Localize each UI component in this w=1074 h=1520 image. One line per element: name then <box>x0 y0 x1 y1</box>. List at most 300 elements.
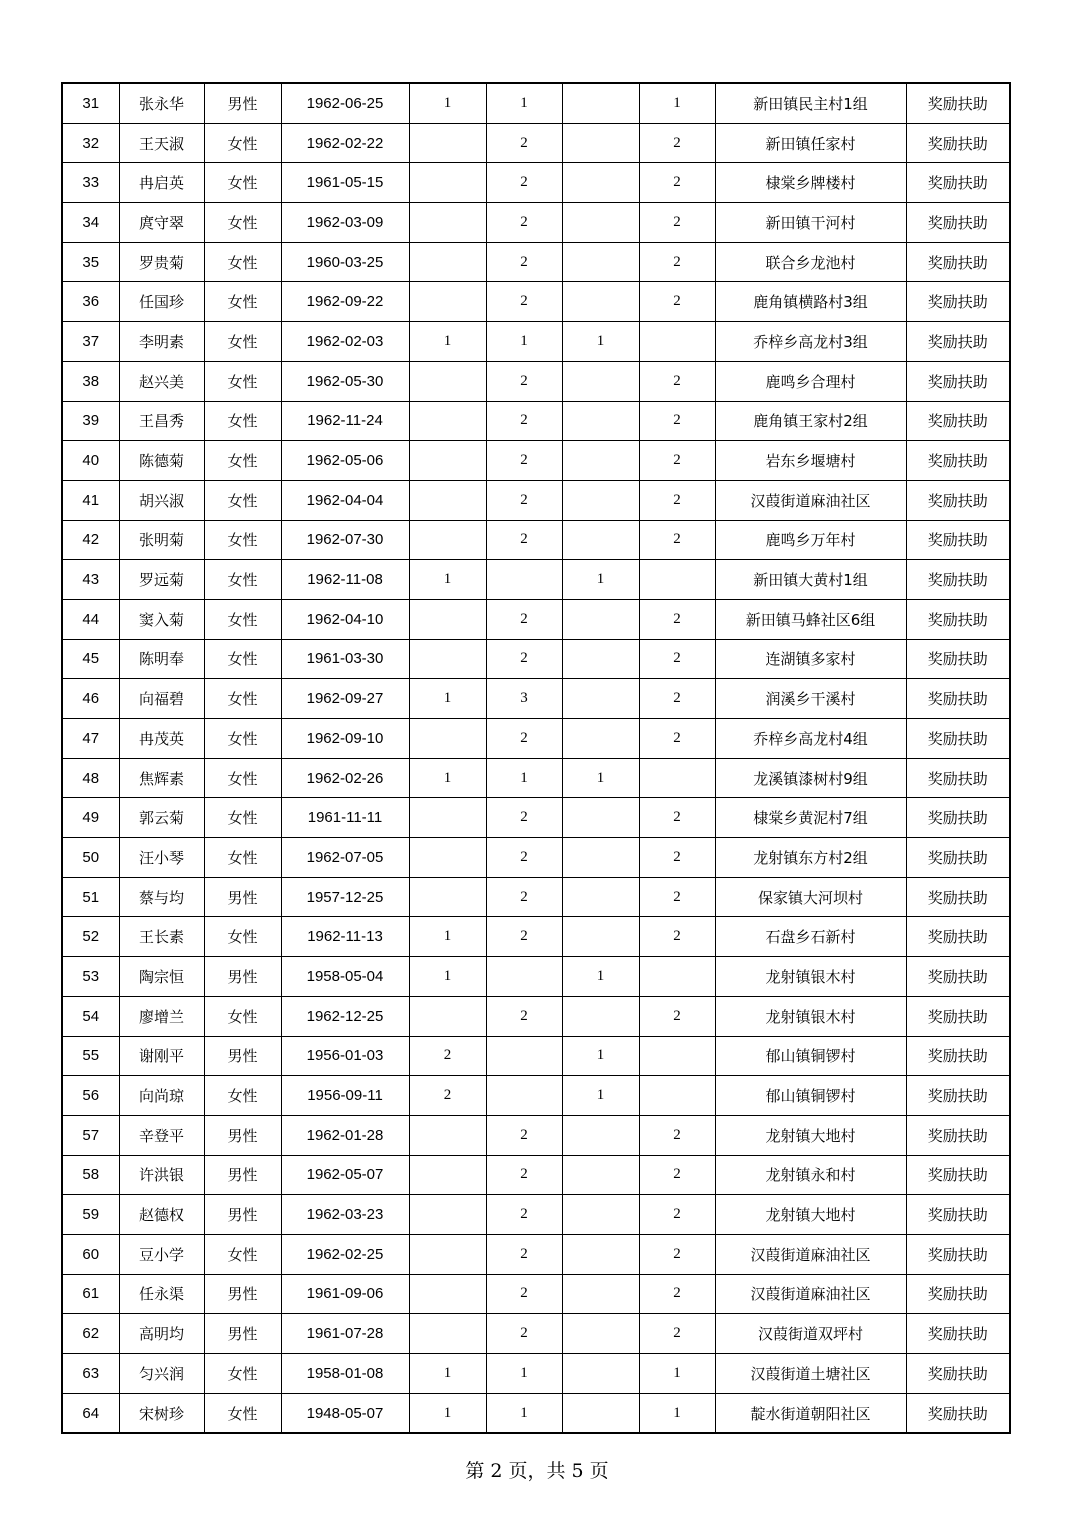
person-name-cell: 胡兴淑 <box>119 480 204 520</box>
aid-type-cell: 奖励扶助 <box>906 758 1010 798</box>
birth-date-cell: 1948-05-07 <box>281 1393 409 1433</box>
birth-date-cell: 1962-11-08 <box>281 560 409 600</box>
person-name-cell: 张永华 <box>119 83 204 123</box>
aid-type-cell: 奖励扶助 <box>906 1354 1010 1394</box>
count-col-4-cell: 2 <box>639 1115 715 1155</box>
birth-date-cell: 1961-07-28 <box>281 1314 409 1354</box>
count-col-2-cell: 2 <box>486 242 562 282</box>
row-index-cell: 64 <box>62 1393 119 1433</box>
table-row <box>62 1354 1010 1394</box>
person-name-cell: 汪小琴 <box>119 838 204 878</box>
person-name-cell: 向尚琼 <box>119 1076 204 1116</box>
count-col-2-cell <box>486 1076 562 1116</box>
table-row <box>62 877 1010 917</box>
beneficiary-table <box>61 82 1011 1434</box>
row-index-cell: 51 <box>62 877 119 917</box>
count-col-1-cell: 1 <box>409 1393 486 1433</box>
gender-cell: 女性 <box>204 1076 281 1116</box>
address-cell: 联合乡龙池村 <box>715 242 906 282</box>
aid-type-cell: 奖励扶助 <box>906 401 1010 441</box>
count-col-1-cell <box>409 282 486 322</box>
count-col-2-cell: 2 <box>486 1234 562 1274</box>
aid-type-cell: 奖励扶助 <box>906 480 1010 520</box>
table-row <box>62 480 1010 520</box>
address-cell: 龙射镇东方村2组 <box>715 838 906 878</box>
count-col-4-cell: 2 <box>639 639 715 679</box>
aid-type-cell: 奖励扶助 <box>906 877 1010 917</box>
count-col-3-cell <box>562 679 639 719</box>
count-col-1-cell <box>409 123 486 163</box>
row-index-cell: 39 <box>62 401 119 441</box>
count-col-3-cell <box>562 1314 639 1354</box>
row-index-cell: 38 <box>62 361 119 401</box>
count-col-3-cell <box>562 242 639 282</box>
address-cell: 龙射镇银木村 <box>715 957 906 997</box>
count-col-4-cell: 2 <box>639 877 715 917</box>
birth-date-cell: 1962-11-24 <box>281 401 409 441</box>
birth-date-cell: 1962-07-30 <box>281 520 409 560</box>
birth-date-cell: 1962-07-05 <box>281 838 409 878</box>
aid-type-cell: 奖励扶助 <box>906 560 1010 600</box>
count-col-2-cell: 1 <box>486 322 562 362</box>
row-index-cell: 59 <box>62 1195 119 1235</box>
address-cell: 连湖镇多家村 <box>715 639 906 679</box>
birth-date-cell: 1956-01-03 <box>281 1036 409 1076</box>
count-col-4-cell: 2 <box>639 1155 715 1195</box>
address-cell: 新田镇干河村 <box>715 203 906 243</box>
birth-date-cell: 1962-05-30 <box>281 361 409 401</box>
birth-date-cell: 1961-09-06 <box>281 1274 409 1314</box>
row-index-cell: 37 <box>62 322 119 362</box>
count-col-4-cell: 2 <box>639 1314 715 1354</box>
count-col-4-cell <box>639 1076 715 1116</box>
table-row <box>62 758 1010 798</box>
person-name-cell: 任永渠 <box>119 1274 204 1314</box>
count-col-2-cell: 1 <box>486 83 562 123</box>
aid-type-cell: 奖励扶助 <box>906 282 1010 322</box>
gender-cell: 女性 <box>204 719 281 759</box>
address-cell: 润溪乡干溪村 <box>715 679 906 719</box>
person-name-cell: 向福碧 <box>119 679 204 719</box>
count-col-4-cell: 2 <box>639 1195 715 1235</box>
aid-type-cell: 奖励扶助 <box>906 798 1010 838</box>
count-col-1-cell <box>409 441 486 481</box>
row-index-cell: 35 <box>62 242 119 282</box>
birth-date-cell: 1962-09-22 <box>281 282 409 322</box>
address-cell: 龙射镇大地村 <box>715 1115 906 1155</box>
address-cell: 靛水街道朝阳社区 <box>715 1393 906 1433</box>
birth-date-cell: 1962-03-23 <box>281 1195 409 1235</box>
count-col-3-cell: 1 <box>562 957 639 997</box>
aid-type-cell: 奖励扶助 <box>906 203 1010 243</box>
address-cell: 龙射镇大地村 <box>715 1195 906 1235</box>
count-col-4-cell: 2 <box>639 1234 715 1274</box>
table-row <box>62 123 1010 163</box>
count-col-3-cell <box>562 917 639 957</box>
row-index-cell: 45 <box>62 639 119 679</box>
gender-cell: 女性 <box>204 242 281 282</box>
gender-cell: 女性 <box>204 322 281 362</box>
table-row <box>62 83 1010 123</box>
table-row <box>62 1115 1010 1155</box>
count-col-1-cell: 1 <box>409 560 486 600</box>
birth-date-cell: 1958-01-08 <box>281 1354 409 1394</box>
count-col-4-cell <box>639 322 715 362</box>
count-col-3-cell: 1 <box>562 758 639 798</box>
birth-date-cell: 1962-03-09 <box>281 203 409 243</box>
count-col-1-cell: 2 <box>409 1076 486 1116</box>
person-name-cell: 罗贵菊 <box>119 242 204 282</box>
count-col-2-cell: 2 <box>486 798 562 838</box>
table-row <box>62 957 1010 997</box>
count-col-2-cell: 2 <box>486 996 562 1036</box>
count-col-3-cell <box>562 401 639 441</box>
address-cell: 郁山镇铜锣村 <box>715 1036 906 1076</box>
count-col-4-cell: 2 <box>639 996 715 1036</box>
count-col-1-cell <box>409 361 486 401</box>
count-col-4-cell: 2 <box>639 1274 715 1314</box>
count-col-3-cell <box>562 1354 639 1394</box>
count-col-1-cell: 1 <box>409 917 486 957</box>
count-col-2-cell: 2 <box>486 441 562 481</box>
person-name-cell: 赵德权 <box>119 1195 204 1235</box>
gender-cell: 男性 <box>204 1155 281 1195</box>
aid-type-cell: 奖励扶助 <box>906 1036 1010 1076</box>
person-name-cell: 王长素 <box>119 917 204 957</box>
row-index-cell: 47 <box>62 719 119 759</box>
row-index-cell: 58 <box>62 1155 119 1195</box>
person-name-cell: 廖增兰 <box>119 996 204 1036</box>
table-row <box>62 1234 1010 1274</box>
count-col-2-cell: 2 <box>486 520 562 560</box>
count-col-2-cell: 2 <box>486 599 562 639</box>
row-index-cell: 63 <box>62 1354 119 1394</box>
count-col-3-cell <box>562 163 639 203</box>
row-index-cell: 50 <box>62 838 119 878</box>
count-col-2-cell: 2 <box>486 1195 562 1235</box>
aid-type-cell: 奖励扶助 <box>906 83 1010 123</box>
table-row <box>62 838 1010 878</box>
aid-type-cell: 奖励扶助 <box>906 361 1010 401</box>
address-cell: 新田镇民主村1组 <box>715 83 906 123</box>
aid-type-cell: 奖励扶助 <box>906 242 1010 282</box>
birth-date-cell: 1962-09-27 <box>281 679 409 719</box>
person-name-cell: 冉茂英 <box>119 719 204 759</box>
count-col-3-cell: 1 <box>562 1076 639 1116</box>
gender-cell: 男性 <box>204 1274 281 1314</box>
birth-date-cell: 1962-12-25 <box>281 996 409 1036</box>
count-col-3-cell <box>562 1195 639 1235</box>
aid-type-cell: 奖励扶助 <box>906 1274 1010 1314</box>
count-col-2-cell: 2 <box>486 123 562 163</box>
address-cell: 鹿鸣乡合理村 <box>715 361 906 401</box>
birth-date-cell: 1962-02-22 <box>281 123 409 163</box>
aid-type-cell: 奖励扶助 <box>906 996 1010 1036</box>
birth-date-cell: 1961-05-15 <box>281 163 409 203</box>
count-col-3-cell <box>562 83 639 123</box>
count-col-4-cell: 1 <box>639 83 715 123</box>
gender-cell: 女性 <box>204 996 281 1036</box>
count-col-2-cell: 2 <box>486 1274 562 1314</box>
person-name-cell: 豆小学 <box>119 1234 204 1274</box>
aid-type-cell: 奖励扶助 <box>906 1393 1010 1433</box>
person-name-cell: 罗远菊 <box>119 560 204 600</box>
count-col-4-cell: 1 <box>639 1393 715 1433</box>
birth-date-cell: 1962-04-04 <box>281 480 409 520</box>
address-cell: 龙射镇银木村 <box>715 996 906 1036</box>
aid-type-cell: 奖励扶助 <box>906 838 1010 878</box>
count-col-4-cell: 2 <box>639 203 715 243</box>
person-name-cell: 王昌秀 <box>119 401 204 441</box>
gender-cell: 女性 <box>204 520 281 560</box>
gender-cell: 男性 <box>204 1036 281 1076</box>
table-row <box>62 203 1010 243</box>
birth-date-cell: 1957-12-25 <box>281 877 409 917</box>
address-cell: 新田镇大黄村1组 <box>715 560 906 600</box>
row-index-cell: 61 <box>62 1274 119 1314</box>
table-row <box>62 1076 1010 1116</box>
count-col-1-cell <box>409 1195 486 1235</box>
table-row <box>62 401 1010 441</box>
count-col-2-cell: 2 <box>486 361 562 401</box>
aid-type-cell: 奖励扶助 <box>906 1234 1010 1274</box>
aid-type-cell: 奖励扶助 <box>906 957 1010 997</box>
birth-date-cell: 1961-11-11 <box>281 798 409 838</box>
person-name-cell: 辛登平 <box>119 1115 204 1155</box>
count-col-1-cell <box>409 877 486 917</box>
address-cell: 乔梓乡高龙村4组 <box>715 719 906 759</box>
count-col-1-cell <box>409 520 486 560</box>
count-col-3-cell: 1 <box>562 560 639 600</box>
birth-date-cell: 1962-04-10 <box>281 599 409 639</box>
aid-type-cell: 奖励扶助 <box>906 1115 1010 1155</box>
birth-date-cell: 1962-01-28 <box>281 1115 409 1155</box>
aid-type-cell: 奖励扶助 <box>906 639 1010 679</box>
row-index-cell: 53 <box>62 957 119 997</box>
row-index-cell: 41 <box>62 480 119 520</box>
person-name-cell: 冉启英 <box>119 163 204 203</box>
count-col-3-cell <box>562 282 639 322</box>
person-name-cell: 陶宗恒 <box>119 957 204 997</box>
aid-type-cell: 奖励扶助 <box>906 520 1010 560</box>
gender-cell: 女性 <box>204 639 281 679</box>
aid-type-cell: 奖励扶助 <box>906 123 1010 163</box>
count-col-1-cell <box>409 1234 486 1274</box>
count-col-4-cell: 1 <box>639 1354 715 1394</box>
gender-cell: 女性 <box>204 560 281 600</box>
address-cell: 汉葭街道麻油社区 <box>715 480 906 520</box>
count-col-1-cell <box>409 1115 486 1155</box>
birth-date-cell: 1962-02-03 <box>281 322 409 362</box>
aid-type-cell: 奖励扶助 <box>906 679 1010 719</box>
aid-type-cell: 奖励扶助 <box>906 719 1010 759</box>
count-col-4-cell: 2 <box>639 480 715 520</box>
count-col-3-cell <box>562 203 639 243</box>
count-col-1-cell <box>409 1314 486 1354</box>
count-col-1-cell: 2 <box>409 1036 486 1076</box>
aid-type-cell: 奖励扶助 <box>906 441 1010 481</box>
address-cell: 新田镇任家村 <box>715 123 906 163</box>
row-index-cell: 56 <box>62 1076 119 1116</box>
count-col-3-cell <box>562 599 639 639</box>
row-index-cell: 60 <box>62 1234 119 1274</box>
birth-date-cell: 1958-05-04 <box>281 957 409 997</box>
gender-cell: 女性 <box>204 361 281 401</box>
birth-date-cell: 1960-03-25 <box>281 242 409 282</box>
person-name-cell: 李明素 <box>119 322 204 362</box>
birth-date-cell: 1962-02-26 <box>281 758 409 798</box>
table-row <box>62 996 1010 1036</box>
count-col-1-cell <box>409 401 486 441</box>
table-body <box>62 83 1010 1433</box>
count-col-2-cell: 2 <box>486 401 562 441</box>
address-cell: 新田镇马蜂社区6组 <box>715 599 906 639</box>
table-row <box>62 322 1010 362</box>
row-index-cell: 46 <box>62 679 119 719</box>
count-col-2-cell <box>486 957 562 997</box>
count-col-1-cell: 1 <box>409 322 486 362</box>
count-col-1-cell <box>409 1155 486 1195</box>
table-row <box>62 163 1010 203</box>
count-col-4-cell: 2 <box>639 282 715 322</box>
person-name-cell: 窦入菊 <box>119 599 204 639</box>
person-name-cell: 郭云菊 <box>119 798 204 838</box>
count-col-2-cell: 2 <box>486 282 562 322</box>
count-col-2-cell: 2 <box>486 1155 562 1195</box>
address-cell: 岩东乡堰塘村 <box>715 441 906 481</box>
count-col-4-cell <box>639 560 715 600</box>
count-col-3-cell <box>562 838 639 878</box>
gender-cell: 女性 <box>204 679 281 719</box>
count-col-4-cell: 2 <box>639 123 715 163</box>
count-col-1-cell: 1 <box>409 957 486 997</box>
gender-cell: 女性 <box>204 441 281 481</box>
address-cell: 乔梓乡高龙村3组 <box>715 322 906 362</box>
table-row <box>62 679 1010 719</box>
row-index-cell: 48 <box>62 758 119 798</box>
count-col-2-cell <box>486 560 562 600</box>
row-index-cell: 40 <box>62 441 119 481</box>
count-col-2-cell: 1 <box>486 1393 562 1433</box>
person-name-cell: 许洪银 <box>119 1155 204 1195</box>
person-name-cell: 赵兴美 <box>119 361 204 401</box>
count-col-4-cell: 2 <box>639 798 715 838</box>
birth-date-cell: 1956-09-11 <box>281 1076 409 1116</box>
address-cell: 汉葭街道麻油社区 <box>715 1274 906 1314</box>
gender-cell: 女性 <box>204 1393 281 1433</box>
person-name-cell: 蔡与均 <box>119 877 204 917</box>
count-col-1-cell: 1 <box>409 679 486 719</box>
row-index-cell: 57 <box>62 1115 119 1155</box>
row-index-cell: 31 <box>62 83 119 123</box>
count-col-4-cell: 2 <box>639 163 715 203</box>
count-col-4-cell: 2 <box>639 401 715 441</box>
aid-type-cell: 奖励扶助 <box>906 1314 1010 1354</box>
gender-cell: 女性 <box>204 203 281 243</box>
count-col-1-cell <box>409 242 486 282</box>
gender-cell: 女性 <box>204 123 281 163</box>
count-col-4-cell: 2 <box>639 917 715 957</box>
table-row <box>62 1155 1010 1195</box>
row-index-cell: 44 <box>62 599 119 639</box>
table-row <box>62 1314 1010 1354</box>
gender-cell: 女性 <box>204 480 281 520</box>
birth-date-cell: 1961-03-30 <box>281 639 409 679</box>
aid-type-cell: 奖励扶助 <box>906 599 1010 639</box>
gender-cell: 女性 <box>204 838 281 878</box>
count-col-4-cell: 2 <box>639 520 715 560</box>
count-col-2-cell: 3 <box>486 679 562 719</box>
row-index-cell: 54 <box>62 996 119 1036</box>
table-row <box>62 1393 1010 1433</box>
gender-cell: 女性 <box>204 798 281 838</box>
address-cell: 汉葭街道土塘社区 <box>715 1354 906 1394</box>
address-cell: 龙射镇永和村 <box>715 1155 906 1195</box>
row-index-cell: 33 <box>62 163 119 203</box>
birth-date-cell: 1962-11-13 <box>281 917 409 957</box>
table-row <box>62 1036 1010 1076</box>
count-col-3-cell <box>562 1274 639 1314</box>
gender-cell: 女性 <box>204 163 281 203</box>
gender-cell: 男性 <box>204 83 281 123</box>
table-row <box>62 798 1010 838</box>
count-col-2-cell: 1 <box>486 758 562 798</box>
table-row <box>62 560 1010 600</box>
table-row <box>62 441 1010 481</box>
gender-cell: 女性 <box>204 282 281 322</box>
person-name-cell: 宋树珍 <box>119 1393 204 1433</box>
count-col-3-cell <box>562 639 639 679</box>
count-col-3-cell <box>562 1234 639 1274</box>
count-col-3-cell <box>562 480 639 520</box>
gender-cell: 男性 <box>204 1115 281 1155</box>
gender-cell: 男性 <box>204 1314 281 1354</box>
table-row <box>62 917 1010 957</box>
count-col-2-cell: 2 <box>486 917 562 957</box>
person-name-cell: 高明均 <box>119 1314 204 1354</box>
table-row <box>62 1195 1010 1235</box>
row-index-cell: 52 <box>62 917 119 957</box>
address-cell: 汉葭街道麻油社区 <box>715 1234 906 1274</box>
table-row <box>62 242 1010 282</box>
birth-date-cell: 1962-09-10 <box>281 719 409 759</box>
birth-date-cell: 1962-05-07 <box>281 1155 409 1195</box>
row-index-cell: 34 <box>62 203 119 243</box>
count-col-1-cell: 1 <box>409 1354 486 1394</box>
gender-cell: 男性 <box>204 957 281 997</box>
person-name-cell: 王天淑 <box>119 123 204 163</box>
count-col-2-cell: 2 <box>486 639 562 679</box>
address-cell: 龙溪镇漆树村9组 <box>715 758 906 798</box>
gender-cell: 女性 <box>204 401 281 441</box>
address-cell: 鹿角镇王家村2组 <box>715 401 906 441</box>
address-cell: 汉葭街道双坪村 <box>715 1314 906 1354</box>
address-cell: 郁山镇铜锣村 <box>715 1076 906 1116</box>
count-col-4-cell: 2 <box>639 242 715 282</box>
address-cell: 棣棠乡牌楼村 <box>715 163 906 203</box>
aid-type-cell: 奖励扶助 <box>906 1195 1010 1235</box>
address-cell: 石盘乡石新村 <box>715 917 906 957</box>
person-name-cell: 庹守翠 <box>119 203 204 243</box>
count-col-4-cell: 2 <box>639 599 715 639</box>
count-col-3-cell <box>562 1393 639 1433</box>
count-col-1-cell <box>409 798 486 838</box>
count-col-2-cell <box>486 1036 562 1076</box>
count-col-4-cell: 2 <box>639 838 715 878</box>
count-col-1-cell <box>409 599 486 639</box>
count-col-1-cell <box>409 719 486 759</box>
count-col-2-cell: 2 <box>486 1314 562 1354</box>
